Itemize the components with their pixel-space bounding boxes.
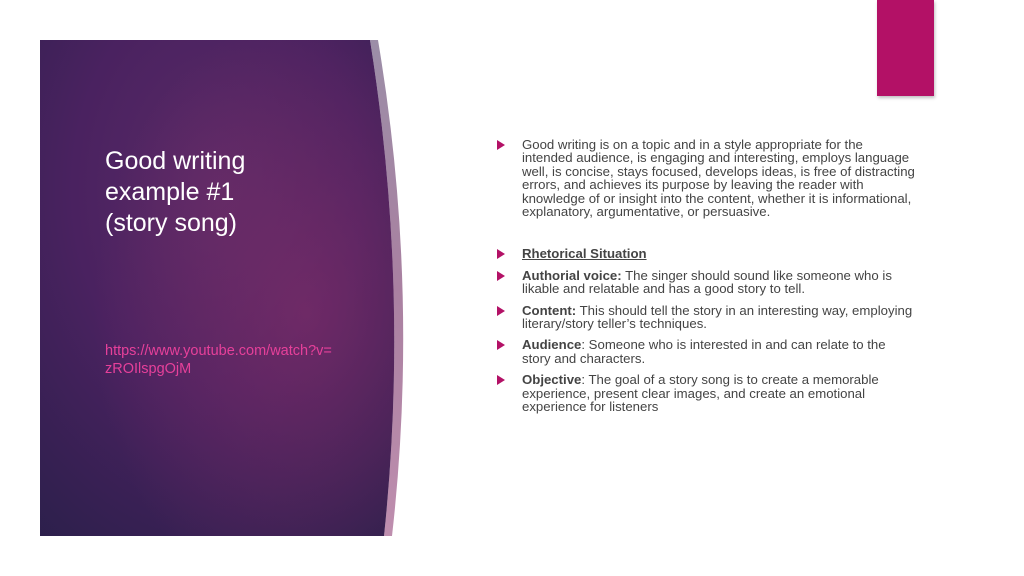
youtube-link[interactable]: https://www.youtube.com/watch?v=zROIlspgOjM: [105, 343, 332, 377]
slide-title: Good writing example #1 (story song): [105, 147, 246, 237]
item-term: Audience: [522, 337, 582, 353]
rhetorical-heading: Rhetorical Situation: [522, 246, 647, 262]
triangle-bullet-icon: [497, 340, 505, 350]
item-text: : Someone who is interested in and can relate to the story and characters.: [522, 337, 886, 366]
triangle-bullet-icon: [497, 306, 505, 316]
list-item-intro: [497, 138, 917, 218]
list-item-objective: [497, 373, 917, 413]
item-text: The singer should sound like someone who is likable and relatable and has a good story to tell.: [522, 267, 892, 297]
triangle-bullet-icon: [497, 375, 505, 385]
triangle-bullet-icon: [497, 249, 505, 259]
list-item-authorial-voice: [497, 269, 917, 296]
intro-text: Good writing is on a topic and in a style appropriate for the intended audience, is engaging and interesting, employs language well, is concise, stays focused, develops ideas, is free of distracting errors, and achieves its purpose by leaving the reader with knowledge of or insight into the content, whether it is informational, explanatory, argumentative, or persuasive.: [522, 137, 915, 220]
item-text: : The goal of a story song is to create a memorable experience, present clear images, and create an emotional experience for listeners: [522, 372, 879, 415]
list-item-audience: [497, 338, 917, 365]
item-term: Objective: [522, 372, 582, 388]
panel-glow: [40, 40, 394, 536]
triangle-bullet-icon: [497, 140, 505, 150]
item-text: This should tell the story in an interesting way, employing literary/story teller’s techniques.: [522, 302, 913, 332]
list-item-content: [497, 304, 917, 331]
content-list: [497, 138, 917, 422]
item-term: Authorial voice:: [522, 267, 622, 283]
list-item-rhetorical-situation: [497, 247, 917, 260]
item-term: Content:: [522, 302, 577, 318]
accent-tab: [877, 0, 934, 96]
triangle-bullet-icon: [497, 271, 505, 281]
